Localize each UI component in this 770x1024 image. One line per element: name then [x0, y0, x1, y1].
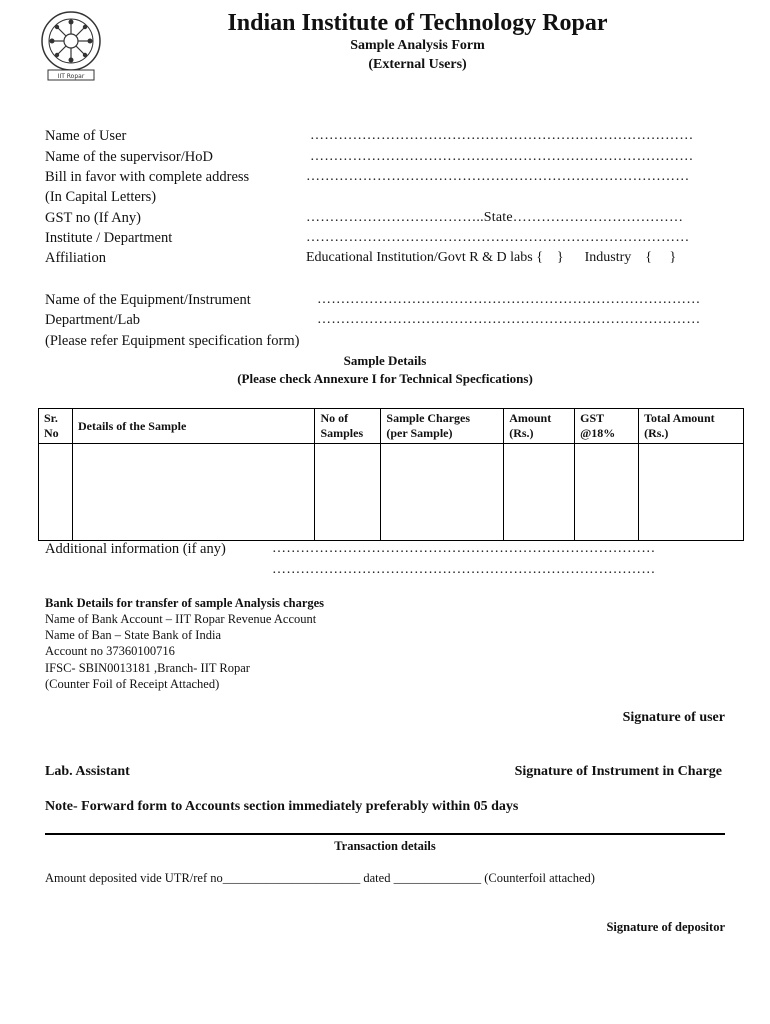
signature-user: Signature of user: [622, 710, 725, 725]
forward-note: Note- Forward form to Accounts section immediately preferably within 05 days: [45, 799, 519, 814]
cell-no-of-samples[interactable]: [315, 444, 381, 541]
sample-details-table: [38, 408, 744, 541]
affiliation-options[interactable]: Educational Institution/Govt R & D labs { } Industry { }: [306, 250, 677, 265]
lab-assistant-signature: Lab. Assistant: [45, 764, 130, 779]
sample-details-heading: Sample Details: [343, 353, 427, 368]
bank-name: Name of Ban – State Bank of India: [45, 628, 221, 642]
name-of-user-field[interactable]: ………………………………………………………………………: [310, 128, 694, 143]
col-total-amount: Total Amount (Rs.): [639, 409, 744, 444]
annexure-note: (Please check Annexure I for Technical Specfications): [237, 371, 533, 386]
gst-state-field[interactable]: ………………………………..State………………………………: [306, 210, 684, 225]
depositor-signature: Signature of depositor: [606, 920, 725, 934]
col-amount: Amount (Rs.): [504, 409, 575, 444]
name-of-user-label: Name of User: [45, 128, 127, 144]
instrument-in-charge-signature: Signature of Instrument in Charge: [514, 764, 722, 779]
svg-text:IIT Ropar: IIT Ropar: [57, 73, 85, 80]
cell-amount[interactable]: [504, 444, 575, 541]
col-sr-no: Sr. No: [39, 409, 73, 444]
supervisor-field[interactable]: ………………………………………………………………………: [310, 149, 694, 164]
cell-sample-charges[interactable]: [381, 444, 504, 541]
section-divider: [45, 833, 725, 835]
cell-total-amount[interactable]: [639, 444, 744, 541]
institute-dept-label: Institute / Department: [45, 230, 173, 246]
form-audience: (External Users): [368, 57, 467, 72]
counter-foil-note: (Counter Foil of Receipt Attached): [45, 677, 220, 691]
equipment-field[interactable]: ………………………………………………………………………: [317, 292, 701, 307]
institute-dept-field[interactable]: ………………………………………………………………………: [306, 230, 690, 245]
gst-label: GST no (If Any): [45, 210, 141, 226]
bank-account-no: Account no 37360100716: [45, 644, 175, 658]
transaction-line[interactable]: Amount deposited vide UTR/ref no______________________ dated ______________ (Counterfoil attached): [45, 871, 595, 885]
dept-lab-label: Department/Lab: [45, 312, 141, 328]
bank-account-name: Name of Bank Account – IIT Ropar Revenue Account: [45, 612, 317, 626]
col-gst: GST @18%: [575, 409, 639, 444]
equipment-label: Name of the Equipment/Instrument: [45, 292, 251, 308]
col-no-of-samples: No of Samples: [315, 409, 381, 444]
col-details: Details of the Sample: [72, 409, 314, 444]
equipment-refer-note: (Please refer Equipment specification form): [45, 333, 300, 349]
supervisor-label: Name of the supervisor/HoD: [45, 149, 213, 165]
additional-info-field-1[interactable]: ………………………………………………………………………: [272, 541, 656, 556]
bill-address-label: Bill in favor with complete address: [45, 169, 250, 185]
bank-ifsc: IFSC- SBIN0013181 ,Branch- IIT Ropar: [45, 661, 250, 675]
form-title: Sample Analysis Form: [350, 38, 485, 53]
cell-sr-no[interactable]: [39, 444, 73, 541]
cell-details[interactable]: [72, 444, 314, 541]
col-sample-charges: Sample Charges (per Sample): [381, 409, 504, 444]
bank-details-heading: Bank Details for transfer of sample Analysis charges: [45, 596, 325, 610]
cell-gst[interactable]: [575, 444, 639, 541]
additional-info-label: Additional information (if any): [45, 541, 226, 557]
capital-letters-note: (In Capital Letters): [45, 189, 157, 205]
affiliation-label: Affiliation: [45, 250, 106, 266]
transaction-heading: Transaction details: [334, 839, 436, 853]
additional-info-field-2[interactable]: ………………………………………………………………………: [272, 562, 656, 577]
table-row: [39, 444, 744, 541]
page-title: Indian Institute of Technology Ropar: [227, 10, 608, 36]
dept-lab-field[interactable]: ………………………………………………………………………: [317, 312, 701, 327]
table-header-row: [39, 409, 744, 444]
bill-address-field[interactable]: ………………………………………………………………………: [306, 169, 690, 184]
